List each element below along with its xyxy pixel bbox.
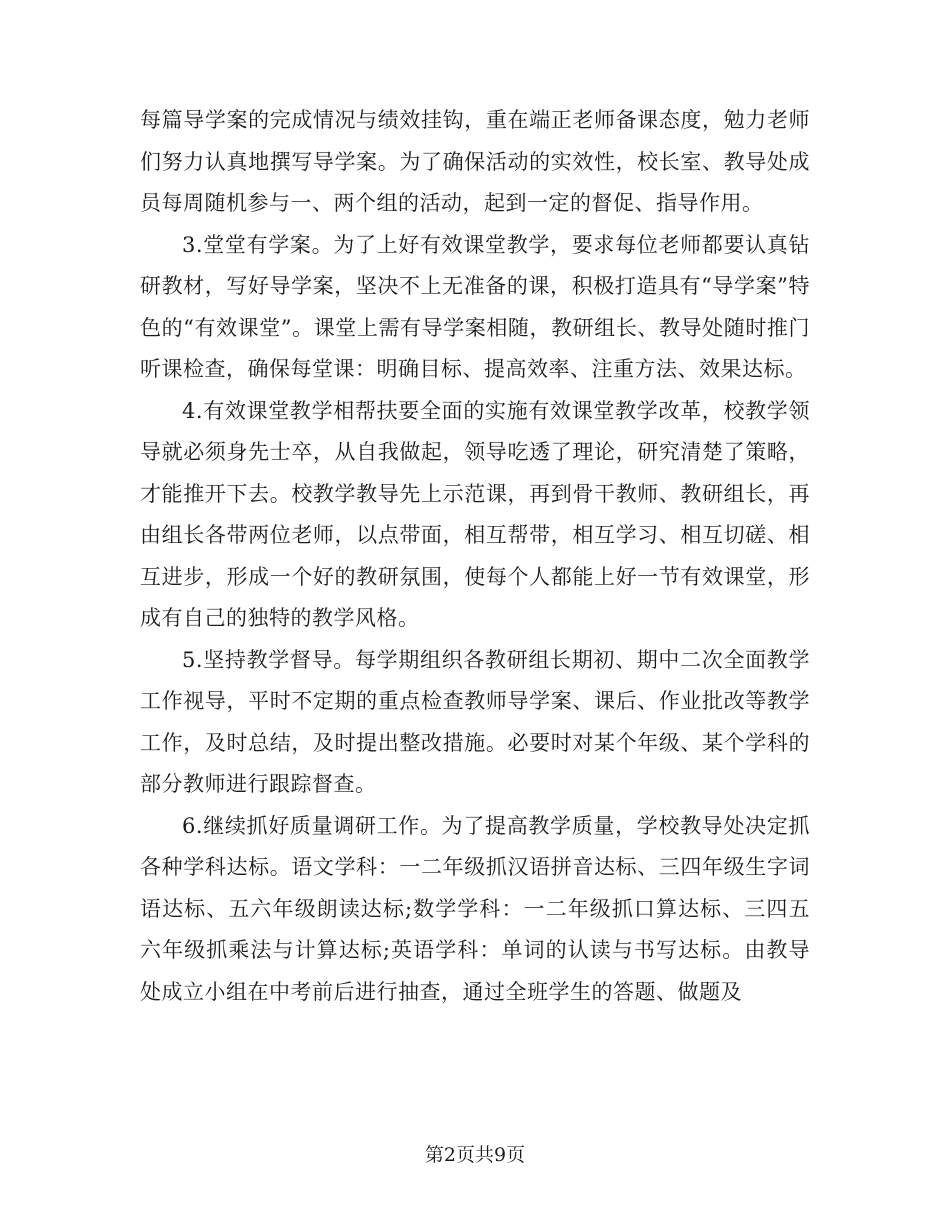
paragraph-3: 4.有效课堂教学相帮扶要全面的实施有效课堂教学改革，校教学领导就必须身先士卒，从自我做起，领导吃透了理论，研究清楚了策略，才能推开下去。校教学教导先上示范课，再到骨干教师、教研组长，再由组长各带两位老师，以点带面，相互帮带，相互学习、相互切磋、相互进步，形成一个好的教研氛围，使每个人都能上好一节有效课堂，形成有自己的独特的教学风格。 — [140, 398, 810, 630]
paragraph-5: 6.继续抓好质量调研工作。为了提高教学质量，学校教导处决定抓各种学科达标。语文学科：一二年级抓汉语拼音达标、三四年级生字词语达标、五六年级朗读达标;数学学科：一二年级抓口算达标、三四五六年级抓乘法与计算达标;英语学科：单词的认读与书写达标。由教导处成立小组在中考前后进行抽查，通过全班学生的答题、做题及 — [140, 813, 810, 1004]
body-text — [140, 100, 810, 1013]
page-number: 第2页共9页 — [424, 1144, 526, 1166]
paragraph-1: 每篇导学案的完成情况与绩效挂钩，重在端正老师备课态度，勉力老师们努力认真地撰写导学案。为了确保活动的实效性，校长室、教导处成员每周随机参与一、两个组的活动，起到一定的督促、指导作用。 — [140, 108, 810, 215]
paragraph-4: 5.坚持教学督导。每学期组织各教研组长期初、期中二次全面教学工作视导，平时不定期的重点检查教师导学案、课后、作业批改等教学工作，及时总结，及时提出整改措施。必要时对某个年级、某个学科的部分教师进行跟踪督查。 — [140, 647, 810, 796]
paragraph-2: 3.堂堂有学案。为了上好有效课堂教学，要求每位老师都要认真钻研教材，写好导学案，坚决不上无准备的课，积极打造具有“导学案”特色的“有效课堂”。课堂上需有导学案相随，教研组长、教导处随时推门听课检查，确保每堂课：明确目标、提高效率、注重方法、效果达标。 — [140, 232, 810, 381]
